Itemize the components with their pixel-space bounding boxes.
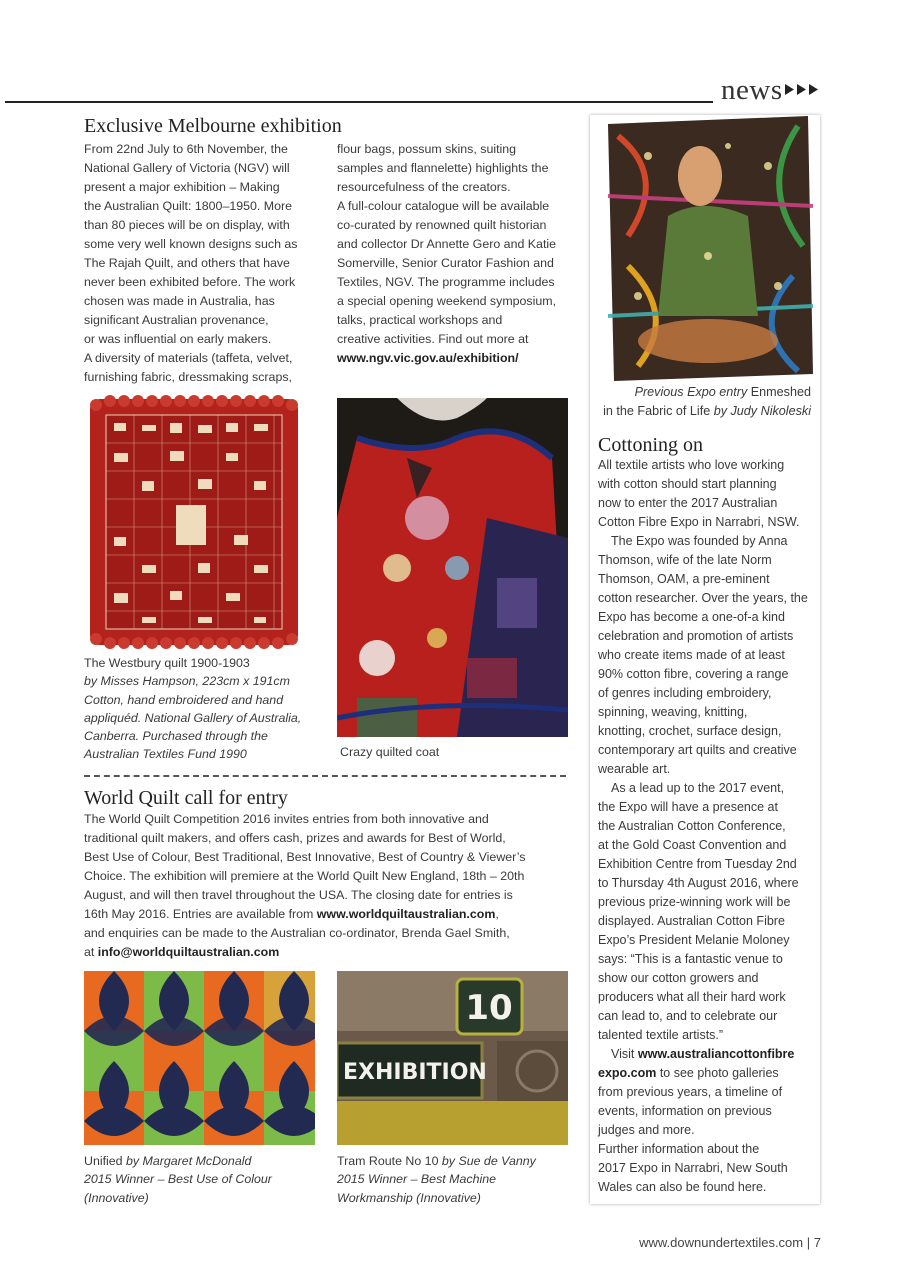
caption-line: (Innovative): [84, 1190, 149, 1205]
caption-line: appliquéd. National Gallery of Australia,: [84, 710, 302, 725]
text-line: co-curated by renowned quilt historian: [337, 218, 547, 232]
text-line: flour bags, possum skins, suiting: [337, 142, 517, 156]
text-line: talented textile artists.”: [598, 1028, 724, 1042]
tram-destination-sign: EXHIBITION: [343, 1060, 487, 1085]
text-line: wearable art.: [598, 762, 671, 776]
world-quilt-heading: World Quilt call for entry: [84, 787, 288, 809]
caption-line: Workmanship (Innovative): [337, 1190, 481, 1205]
coat-caption: Crazy quilted coat: [340, 745, 440, 759]
text-line: Best Use of Colour, Best Traditional, Best Innovative, Best of Country & Viewer’s: [84, 850, 526, 864]
tram-caption: [337, 1152, 577, 1207]
text-line: displayed. Australian Cotton Fibre: [598, 914, 785, 928]
enmeshed-image: [608, 116, 813, 381]
text-line: cotton researcher. Over the years, the: [598, 591, 808, 605]
text-line: to Thursday 4th August 2016, where: [598, 876, 799, 890]
melbourne-col2: [337, 140, 577, 368]
text-line: All textile artists who love working: [598, 458, 785, 472]
text-line: Further information about the: [598, 1142, 760, 1156]
text-line: The Rajah Quilt, and others that have: [84, 256, 290, 270]
text-line: judges and more.: [598, 1123, 695, 1137]
header-rule: [5, 101, 713, 103]
text-line: producers what all their hard work: [598, 990, 786, 1004]
text-line: and collector Dr Annette Gero and Katie: [337, 237, 557, 251]
footer-site-link[interactable]: www.downundertextiles.com: [639, 1235, 804, 1250]
text-line: the Expo will have a presence at: [598, 800, 778, 814]
text-line: celebration and promotion of artists: [598, 629, 794, 643]
caption-title: The Westbury quilt 1900-1903: [84, 656, 250, 670]
text-fragment: at: [84, 945, 98, 959]
text-line: Thomson, wife of the late Norm: [598, 553, 772, 567]
melbourne-col1: [84, 140, 324, 387]
text-line: samples and flannelette) highlights the: [337, 161, 549, 175]
footer-separator: |: [806, 1235, 811, 1250]
text-line: says: “This is a fantastic venue to: [598, 952, 783, 966]
text-line: previous prize-winning work will be: [598, 895, 791, 909]
melbourne-heading: Exclusive Melbourne exhibition: [84, 115, 342, 137]
westbury-caption: [84, 654, 324, 764]
text-fragment: Visit: [611, 1047, 638, 1061]
text-line: 90% cotton fibre, covering a range: [598, 667, 789, 681]
world-quilt-body: [84, 810, 574, 962]
text-fragment: 16th May 2016. Entries are available from: [84, 907, 317, 921]
text-line: can lead to, and to celebrate our: [598, 1009, 778, 1023]
text-line: from previous years, a timeline of: [598, 1085, 783, 1099]
ngv-link[interactable]: www.ngv.vic.gov.au/exhibition/: [337, 351, 519, 365]
text-line: Expo’s President Melanie Moloney: [598, 933, 790, 947]
text-line: some very well known designs such as: [84, 237, 298, 251]
cotton-expo-link[interactable]: www.australiancottonfibre: [637, 1047, 795, 1061]
text-line: significant Australian provenance,: [84, 313, 269, 327]
text-line: events, information on previous: [598, 1104, 772, 1118]
caption-line: Cotton, hand embroidered and hand: [84, 692, 284, 707]
text-line: furnishing fabric, dressmaking scraps,: [84, 370, 292, 384]
text-line: Somerville, Senior Curator Fashion and: [337, 256, 554, 270]
caption-title: Enmeshed: [747, 385, 811, 399]
cottoning-on-body: [598, 456, 823, 1197]
text-line: at the Gold Coast Convention and: [598, 838, 787, 852]
text-line: talks, practical workshops and: [337, 313, 503, 327]
unified-quilt-image: [84, 971, 315, 1145]
text-line: with cotton should start planning: [598, 477, 777, 491]
text-line: who create items made of at least: [598, 648, 785, 662]
cottoning-on-heading: Cottoning on: [598, 434, 704, 456]
text-line: A full-colour catalogue will be available: [337, 199, 550, 213]
text-line: the Australian Cotton Conference,: [598, 819, 786, 833]
section-title: news: [721, 74, 783, 106]
text-line: spinning, weaving, knitting,: [598, 705, 748, 719]
text-line: contemporary art quilts and creative: [598, 743, 797, 757]
text-line: Textiles, NGV. The programme includes: [337, 275, 555, 289]
text-line: A diversity of materials (taffeta, velvet,: [84, 351, 293, 365]
caption-title: Unified: [84, 1154, 123, 1168]
text-line: a special opening weekend symposium,: [337, 294, 557, 308]
westbury-quilt-image: [84, 393, 304, 651]
text-line: and enquiries can be made to the Australian co-ordinator, Brenda Gael Smith,: [84, 926, 510, 940]
worldquilt-link[interactable]: www.worldquiltaustralian.com: [316, 907, 496, 921]
text-line: Cotton Fibre Expo in Narrabri, NSW.: [598, 515, 800, 529]
text-line: The Expo was founded by Anna: [611, 534, 788, 548]
caption-line: 2015 Winner – Best Machine: [337, 1172, 496, 1187]
tram-number-sign: 10: [465, 988, 513, 1028]
text-line: knotting, crochet, surface design,: [598, 724, 782, 738]
text-line: National Gallery of Victoria (NGV) will: [84, 161, 290, 175]
text-line: now to enter the 2017 Australian: [598, 496, 778, 510]
text-line: show our cotton growers and: [598, 971, 759, 985]
text-line: As a lead up to the 2017 event,: [611, 781, 785, 795]
text-line: 2017 Expo in Narrabri, New South: [598, 1161, 788, 1175]
tram-route-image: [337, 971, 568, 1145]
text-line: never been exhibited before. The work: [84, 275, 296, 289]
text-line: the Australian Quilt: 1800–1950. More: [84, 199, 293, 213]
text-line: Choice. The exhibition will premiere at the World Quilt New England, 18th – 20th: [84, 869, 525, 883]
caption-artist: by Sue de Vanny: [438, 1154, 536, 1168]
caption-label: Previous Expo entry: [634, 385, 748, 399]
text-line: Thomson, OAM, a pre-eminent: [598, 572, 770, 586]
caption-artist: by Margaret McDonald: [122, 1154, 252, 1168]
text-line: Wales can also be found here.: [598, 1180, 767, 1194]
text-line: than 80 pieces will be on display, with: [84, 218, 290, 232]
cotton-expo-link-cont[interactable]: expo.com: [598, 1066, 657, 1080]
page-number: 7: [813, 1235, 821, 1250]
crazy-coat-image: [337, 398, 568, 737]
text-line: of genres including embroidery,: [598, 686, 772, 700]
text-line: The World Quilt Competition 2016 invites entries from both innovative and: [84, 812, 489, 826]
caption-line: by Misses Hampson, 223cm x 191cm: [84, 674, 290, 689]
caption-line: 2015 Winner – Best Use of Colour: [84, 1172, 272, 1187]
text-line: traditional quilt makers, and offers cash, prizes and awards for Best of World,: [84, 831, 506, 845]
section-header: [721, 74, 819, 107]
text-line: chosen was made in Australia, has: [84, 294, 275, 308]
text-line: From 22nd July to 6th November, the: [84, 142, 288, 156]
text-line: August, and will then travel throughout the USA. The closing date for entries is: [84, 888, 513, 902]
unified-caption: [84, 1152, 324, 1207]
caption-line: Canberra. Purchased through the: [84, 729, 268, 744]
caption-title: Tram Route No 10: [337, 1154, 439, 1168]
triple-arrow-icon: [785, 83, 819, 101]
text-line: Exhibition Centre from Tuesday 2nd: [598, 857, 797, 871]
section-divider: [84, 775, 566, 777]
enmeshed-caption: [596, 383, 811, 420]
text-fragment: to see photo galleries: [656, 1066, 779, 1080]
caption-title: in the Fabric of Life: [603, 403, 711, 418]
caption-line: Australian Textiles Fund 1990: [84, 747, 247, 762]
caption-artist: by Judy Nikoleski: [710, 403, 811, 418]
text-line: resourcefulness of the creators.: [337, 180, 511, 194]
text-fragment: ,: [495, 907, 499, 921]
page-footer: [639, 1235, 821, 1250]
text-line: Expo has become a one-of-a kind: [598, 610, 785, 624]
text-line: present a major exhibition – Making: [84, 180, 280, 194]
text-line: creative activities. Find out more at: [337, 332, 529, 346]
info-email-link[interactable]: info@worldquiltaustralian.com: [97, 945, 280, 959]
text-line: or was influential on early makers.: [84, 332, 272, 346]
